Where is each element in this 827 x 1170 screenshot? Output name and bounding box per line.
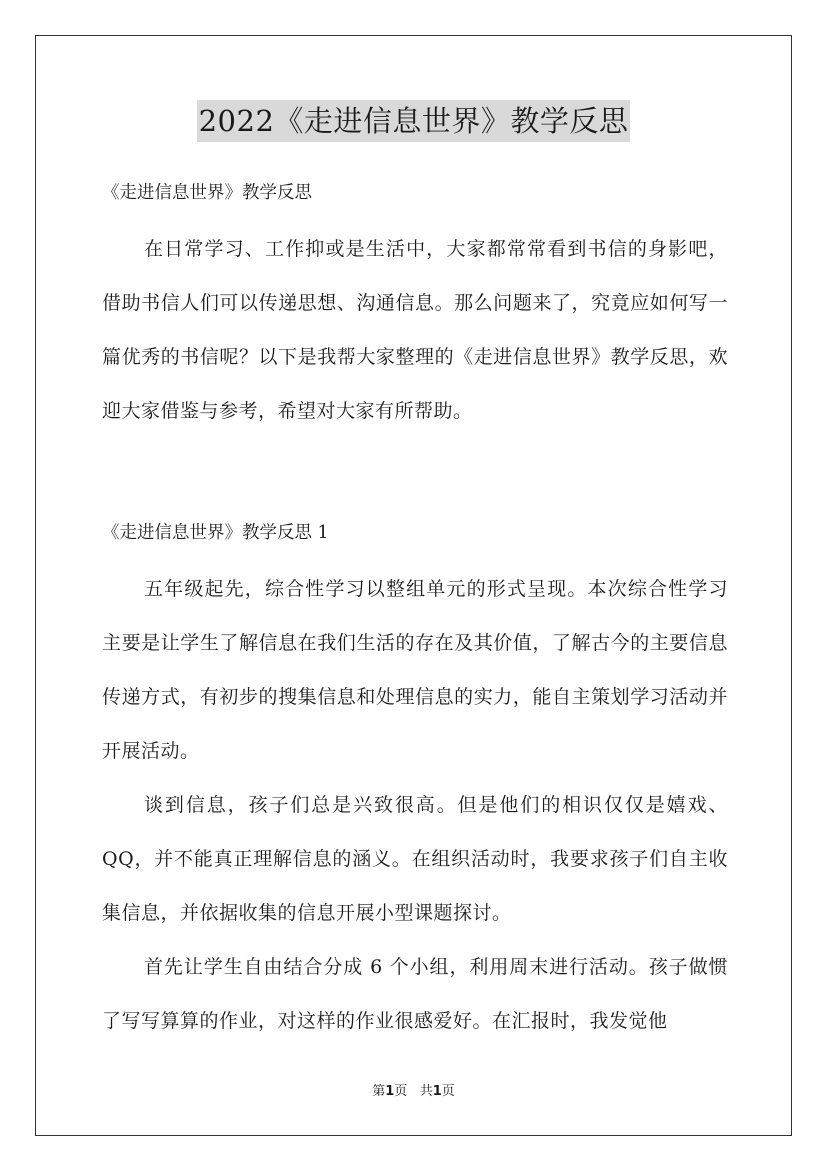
section-heading-1: 《走进信息世界》教学反思 1 [102,523,329,543]
page-label: 第 [372,1084,386,1099]
paragraph-1: 五年级起先，综合性学习以整组单元的形式呈现。本次综合性学习主要是让学生了解信息在我们生活的存在及其价值，了解古今的主要信息传递方式，有初步的搜集信息和处理信息的实力，能自主策划学习活动并开展活动。 [102,578,728,762]
section-heading-intro: 《走进信息世界》教学反思 [102,183,312,203]
page-number: 1 [385,1084,395,1099]
total-unit: 页 [441,1084,455,1099]
title-container [0,100,827,142]
total-label: 共 [419,1084,433,1099]
spacer [102,438,728,510]
document-body [102,170,728,1048]
page-unit: 页 [394,1084,408,1099]
intro-paragraph: 在日常学习、工作抑或是生活中，大家都常常看到书信的身影吧，借助书信人们可以传递思想、沟通信息。那么问题来了，究竟应如何写一篇优秀的书信呢？以下是我帮大家整理的《走进信息世界》教学反思，欢迎大家借鉴与参考，希望对大家有所帮助。 [102,238,728,422]
total-pages: 1 [432,1084,442,1099]
paragraph-2: 谈到信息，孩子们总是兴致很高。但是他们的相识仅仅是嬉戏、QQ，并不能真正理解信息的涵义。在组织活动时，我要求孩子们自主收集信息，并依据收集的信息开展小型课题探讨。 [102,794,728,924]
document-title: 2022《走进信息世界》教学反思 [197,100,631,142]
paragraph-3: 首先让学生自由结合分成 6 个小组，利用周末进行活动。孩子做惯了写写算算的作业，对这样的作业很感爱好。在汇报时，我发觉他 [102,956,728,1032]
page-footer [0,1082,827,1102]
